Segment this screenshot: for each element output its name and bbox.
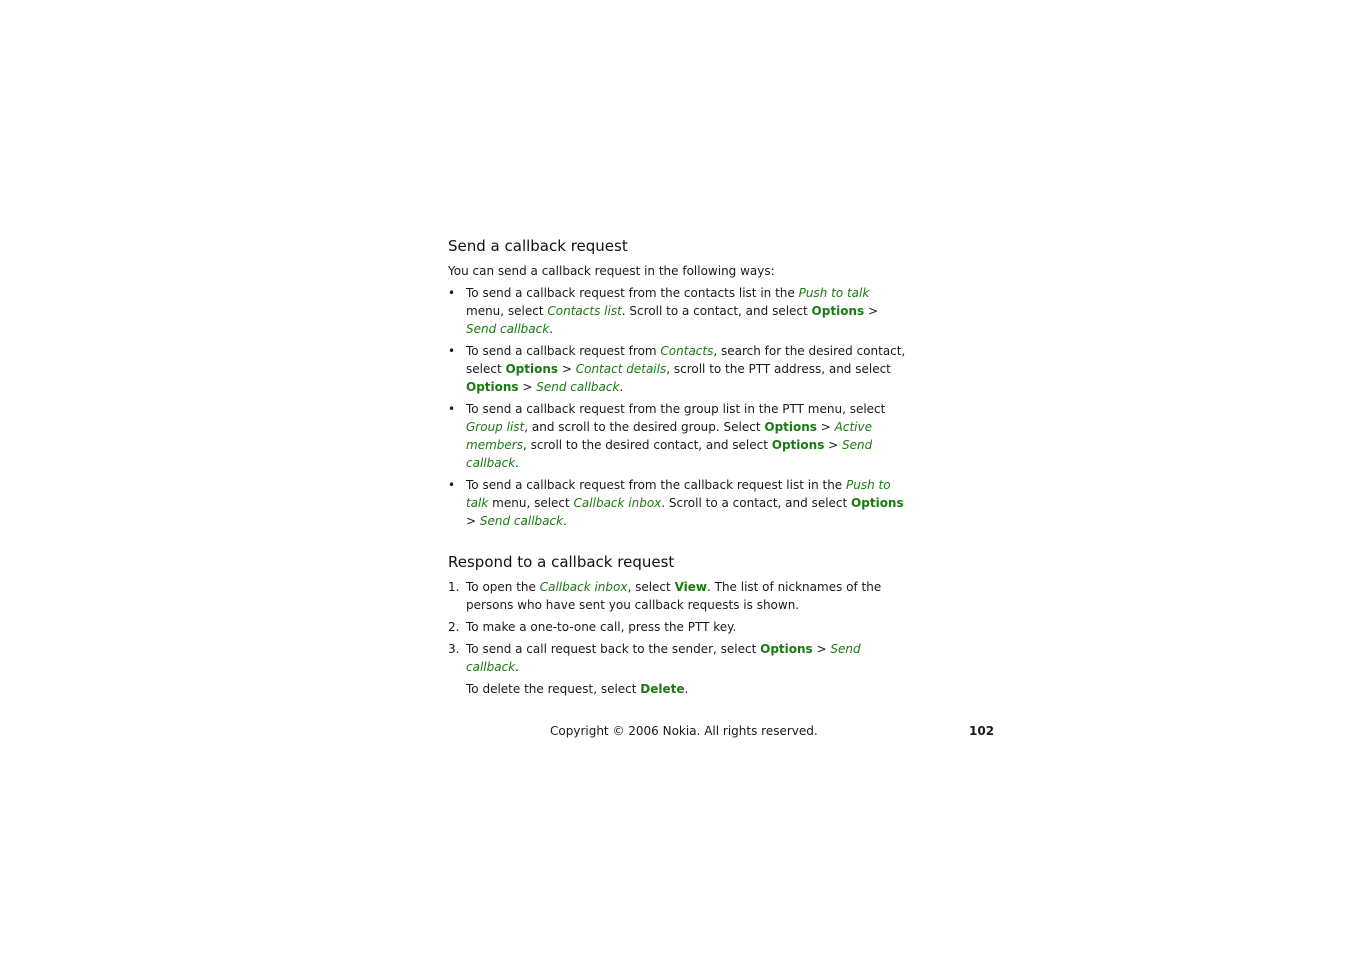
softkey-ref: Options xyxy=(851,496,904,510)
text: . xyxy=(684,682,689,696)
menu-ref: Send callback xyxy=(536,380,620,394)
menu-ref: Send callback xyxy=(466,642,861,674)
text: , and scroll to the desired group. Select xyxy=(524,420,765,434)
text: . xyxy=(549,322,554,336)
bullet-icon: • xyxy=(448,344,456,358)
text: To delete the request, select xyxy=(466,682,641,696)
menu-ref: Push to talk xyxy=(466,478,891,510)
menu-ref: Push to talk xyxy=(798,286,870,300)
text: > xyxy=(518,380,537,394)
softkey-ref: Options xyxy=(764,420,817,434)
menu-ref: Send callback xyxy=(466,438,873,470)
bullet-icon: • xyxy=(448,286,456,300)
step-number: 3. xyxy=(448,642,460,656)
text: , scroll to the desired contact, and select xyxy=(522,438,772,452)
text: > xyxy=(824,438,843,452)
text: > xyxy=(816,420,835,434)
section-respond xyxy=(448,552,910,698)
footer-copyright: Copyright © 2006 Nokia. All rights reserved. xyxy=(550,724,818,738)
text: > xyxy=(812,642,831,656)
list-item xyxy=(448,342,910,396)
text: To send a callback request from the callback request list in the xyxy=(466,478,846,492)
list-item xyxy=(448,476,910,530)
menu-ref: Send callback xyxy=(466,322,550,336)
text: > xyxy=(864,304,878,318)
menu-ref: Contacts list xyxy=(547,304,622,318)
text: menu, select xyxy=(466,304,548,318)
softkey-ref: Options xyxy=(811,304,865,318)
text: . xyxy=(515,660,519,674)
list-item xyxy=(448,284,910,338)
text: . xyxy=(619,380,624,394)
text: To send a callback request from the contacts list in the xyxy=(466,286,799,300)
step-number: 2. xyxy=(448,620,460,634)
text: . The list of nicknames of the persons who have sent you callback requests is shown. xyxy=(466,580,882,612)
page-number: 102 xyxy=(969,724,995,738)
text: . xyxy=(515,456,519,470)
softkey-ref: Options xyxy=(505,362,559,376)
text: , search for the desired contact, select xyxy=(466,344,906,376)
menu-ref: Active members xyxy=(466,420,872,452)
text: . Scroll to a contact, and select xyxy=(621,304,812,318)
list-item xyxy=(448,618,910,636)
softkey-ref: Options xyxy=(771,438,825,452)
text: , scroll to the PTT address, and select xyxy=(666,362,891,376)
text: To send a callback request from the group list in the PTT menu, select xyxy=(466,402,886,416)
menu-ref: Callback inbox xyxy=(573,496,662,510)
menu-ref: Contact details xyxy=(575,362,667,376)
delete-note xyxy=(448,680,910,698)
softkey-ref: Options xyxy=(760,642,813,656)
page-content xyxy=(448,236,910,698)
text: > xyxy=(558,362,576,376)
menu-ref: Contacts xyxy=(660,344,714,358)
text: , select xyxy=(627,580,675,594)
list-item xyxy=(448,400,910,472)
step-number: 1. xyxy=(448,580,460,594)
section-title-send-callback: Send a callback request xyxy=(448,237,628,255)
bullet-icon: • xyxy=(448,478,456,492)
menu-ref: Group list xyxy=(466,420,525,434)
list-item xyxy=(448,578,910,614)
text: To send a callback request from xyxy=(466,344,661,358)
softkey-ref: Options xyxy=(466,380,519,394)
menu-ref: Send callback xyxy=(479,514,564,528)
text: . xyxy=(563,514,567,528)
text: . Scroll to a contact, and select xyxy=(661,496,852,510)
bullet-icon: • xyxy=(448,402,456,416)
section-intro: You can send a callback request in the following ways: xyxy=(448,264,775,278)
softkey-ref: Delete xyxy=(640,682,685,696)
list-item xyxy=(448,640,910,676)
respond-steps-list xyxy=(448,578,910,676)
section-title-respond-callback: Respond to a callback request xyxy=(448,553,675,571)
send-callback-list xyxy=(448,284,910,530)
text: To make a one-to-one call, press the PTT key. xyxy=(466,620,737,634)
text: > xyxy=(466,514,480,528)
softkey-ref: View xyxy=(674,580,707,594)
menu-ref: Callback inbox xyxy=(539,580,628,594)
text: To send a call request back to the sender, select xyxy=(466,642,761,656)
text: menu, select xyxy=(488,496,574,510)
text: To open the xyxy=(466,580,540,594)
